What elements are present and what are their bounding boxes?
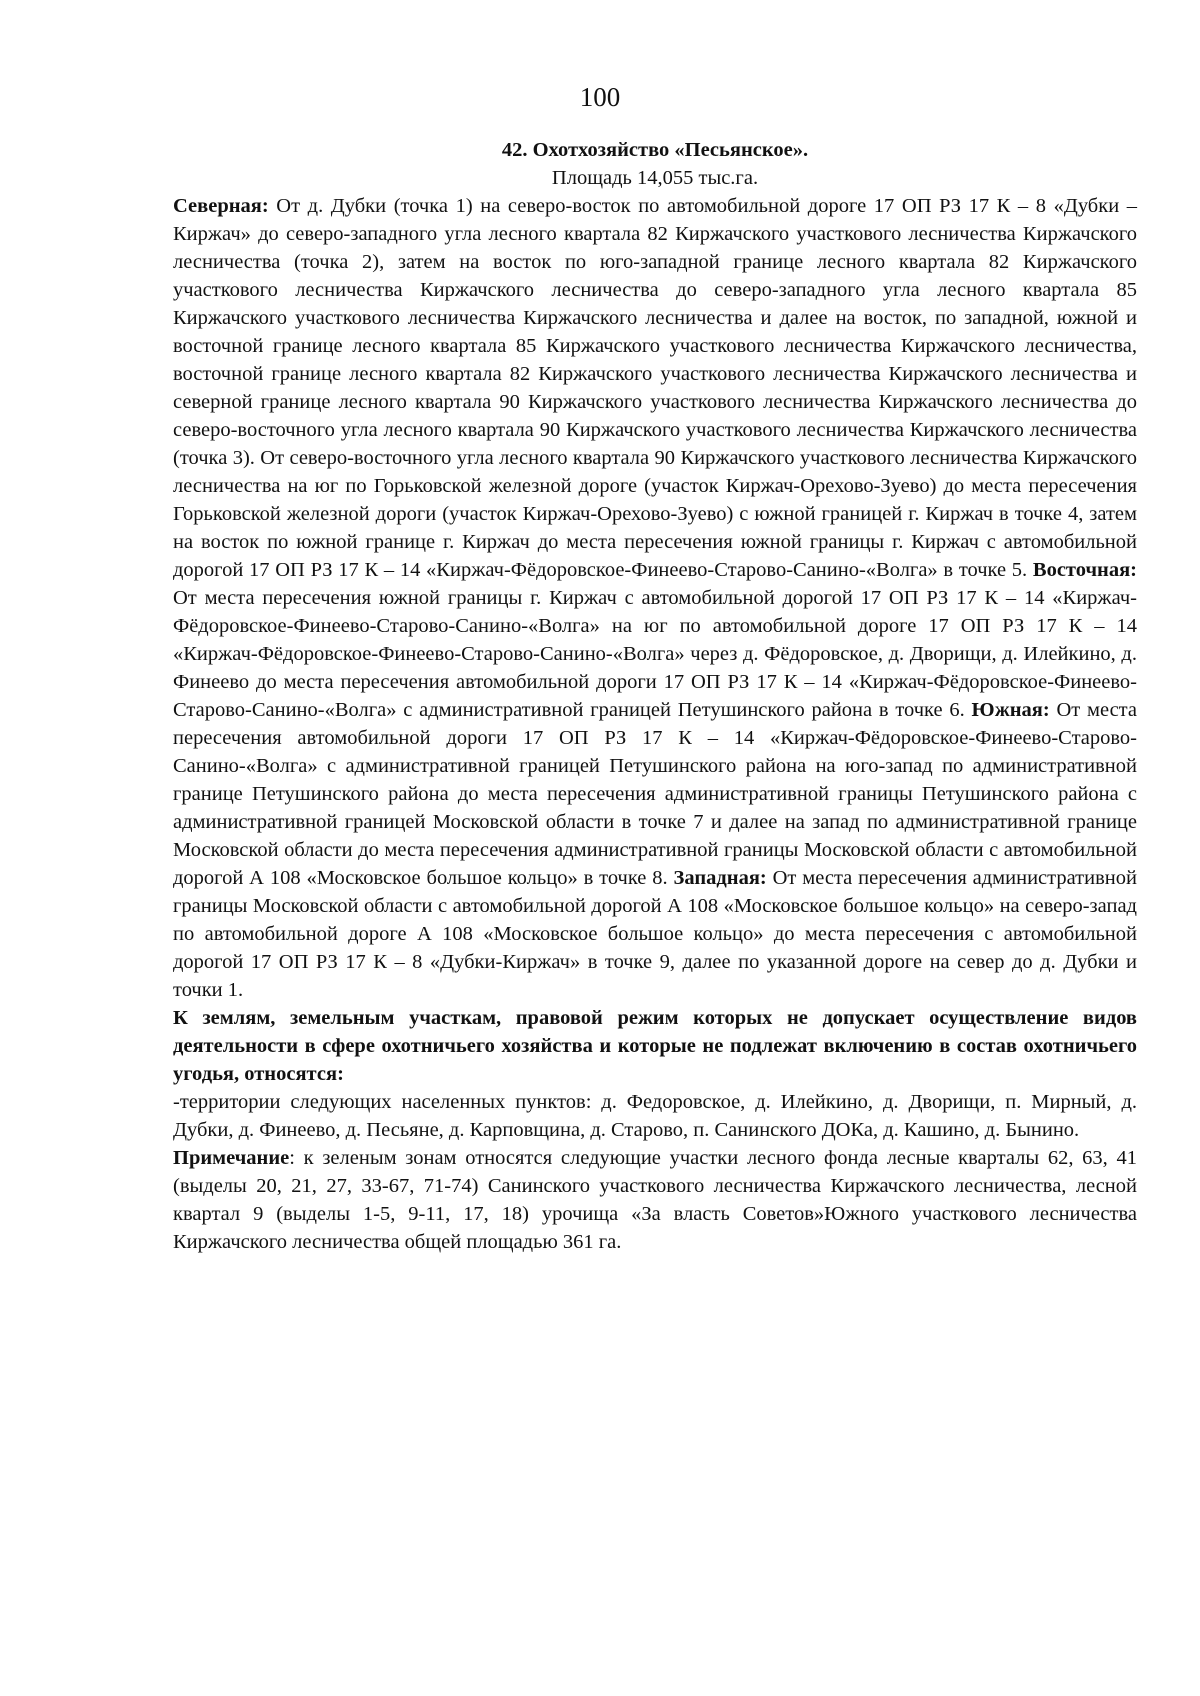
excluded-lands-heading: К землям, земельным участкам, правовой режим которых не допускает осуществление видов деятельности в сфере охотничьего хозяйства и которые не подлежат включению в состав охотничьего угодья, относятся: [173, 1007, 1137, 1085]
section-title: 42. Охотхозяйство «Песьянское». [501, 139, 809, 161]
north-boundary-label: Северная: [173, 195, 269, 217]
document-body [173, 136, 1137, 1256]
excluded-lands-text: -территории следующих населенных пунктов: д. Федоровское, д. Илейкино, д. Дворищи, п. Мирный, д. Дубки, д. Финеево, д. Песьяне, д. Карповщина, д. Старово, п. Санинского ДОКа, д. Кашино, д. Бынино. [173, 1091, 1137, 1141]
area-line: Площадь 14,055 тыс.га. [551, 167, 759, 189]
boundary-description [173, 192, 1137, 1004]
south-boundary-label: Южная: [971, 699, 1050, 721]
west-boundary-label: Западная: [673, 867, 767, 889]
note-paragraph [173, 1144, 1137, 1256]
east-boundary-text: От места пересечения южной границы г. Киржач с автомобильной дорогой 17 ОП РЗ 17 К – 14 «Киржач-Фёдоровское-Финеево-Старово-Санино-«Волга» на юг по автомобильной дороге 17 ОП РЗ 17 К – 14 «Киржач-Фёдоровское-Финеево-Старово-Санино-«Волга» через д. Фёдоровское, д. Дворищи, д. Илейкино, д. Финеево до места пересечения автомобильной дороги 17 ОП РЗ 17 К – 14 «Киржач-Фёдоровское-Финеево-Старово-Санино-«Волга» с административной границей Петушинского района в точке 6. [173, 587, 1137, 721]
west-boundary-text: От места пересечения административной границы Московской области с автомобильной дорогой А 108 «Московское большое кольцо» на северо-запад по автомобильной дороге А 108 «Московское большое кольцо» до места пересечения с автомобильной дорогой 17 ОП РЗ 17 К – 8 «Дубки-Киржач» в точке 9, далее по указанной дороге на север до д. Дубки и точки 1. [173, 867, 1137, 1001]
east-boundary-label: Восточная: [1032, 559, 1137, 581]
note-label: Примечание [173, 1147, 290, 1169]
north-boundary-text: От д. Дубки (точка 1) на северо-восток по автомобильной дороге 17 ОП РЗ 17 К – 8 «Дубки – Киржач» до северо-западного угла лесного квартала 82 Киржачского участкового лесничества Киржачского лесничества (точка 2), затем на восток по юго-западной границе лесного квартала 82 Киржачского участкового лесничества Киржачского лесничества до северо-западного угла лесного квартала 85 Киржачского участкового лесничества Киржачского лесничества и далее на восток, по западной, южной и восточной границе лесного квартала 85 Киржачского участкового лесничества Киржачского лесничества, восточной границе лесного квартала 82 Киржачского участкового лесничества Киржачского лесничества и северной границе лесного квартала 90 Киржачского участкового лесничества Киржачского лесничества до северо-восточного угла лесного квартала 90 Киржачского участкового лесничества Киржачского лесничества (точка 3). От северо-восточного угла лесного квартала 90 Киржачского участкового лесничества Киржачского лесничества на юг по Горьковской железной дороге (участок Киржач-Орехово-Зуево) до места пересечения Горьковской железной дороги (участок Киржач-Орехово-Зуево) с южной границей г. Киржач в точке 4, затем на восток по южной границе г. Киржач до места пересечения южной границы г. Киржач с автомобильной дорогой 17 ОП РЗ 17 К – 14 «Киржач-Фёдоровское-Финеево-Старово-Санино-«Волга» в точке 5. [173, 195, 1137, 581]
page-number: 100 [579, 82, 621, 112]
south-boundary-text: От места пересечения автомобильной дороги 17 ОП РЗ 17 К – 14 «Киржач-Фёдоровское-Финеево-Старово-Санино-«Волга» с административной границей Петушинского района на юго-запад по административной границе Петушинского района до места пересечения административной границы Петушинского района с административной границей Московской области в точке 7 и далее на запад по административной границе Московской области до места пересечения административной границы Московской области с автомобильной дорогой А 108 «Московское большое кольцо» в точке 8. [173, 699, 1137, 889]
note-text: : к зеленым зонам относятся следующие участки лесного фонда лесные кварталы 62, 63, 41 (выделы 20, 21, 27, 33-67, 71-74) Санинского участкового лесничества Киржачского лесничества, лесной квартал 9 (выделы 1-5, 9-11, 17, 18) урочища «За власть Советов»Южного участкового лесничества Киржачского лесничества общей площадью 361 га. [173, 1147, 1137, 1253]
